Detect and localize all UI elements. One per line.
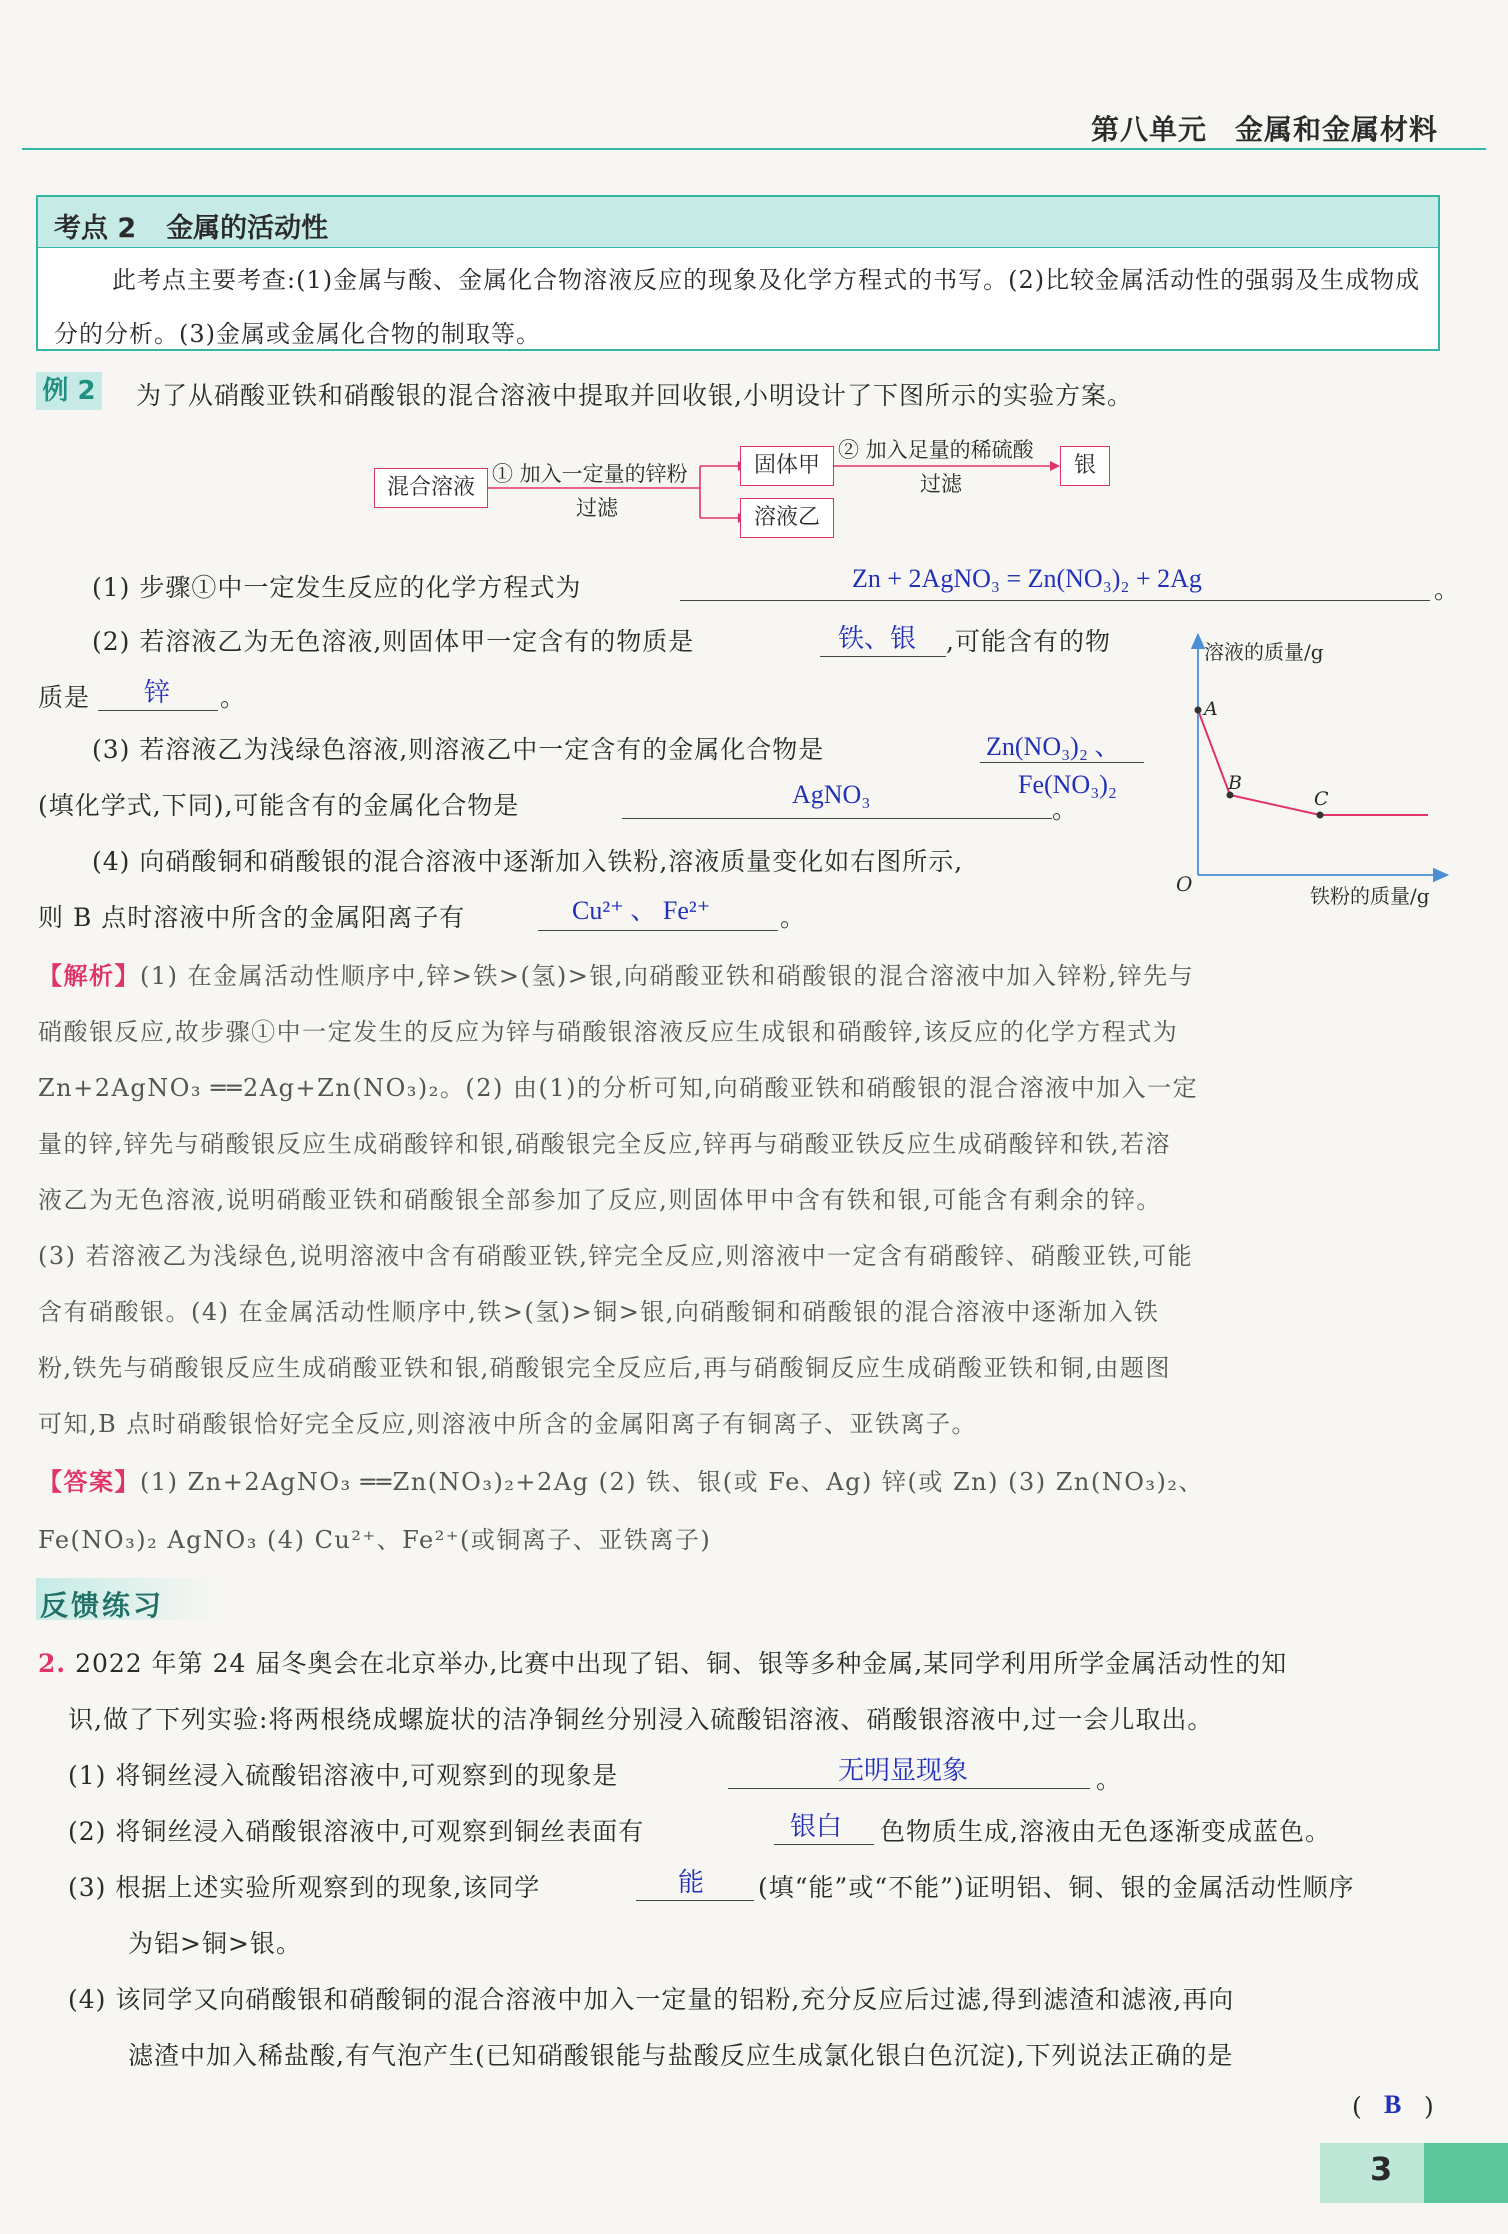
- q4-blank: [538, 930, 778, 931]
- p4-answer: B: [1384, 2090, 1402, 2119]
- q4-period: 。: [780, 903, 807, 932]
- p2-text-b: 色物质生成,溶液由无色逐渐变成蓝色。: [880, 1817, 1331, 1846]
- graph-point-a-label: A: [1204, 698, 1218, 720]
- q4-text-b: 则 B 点时溶液中所含的金属阳离子有: [38, 903, 466, 932]
- q1-answer: Zn + 2AgNO₃ = Zn(NO₃)₂ + 2Ag: [852, 564, 1202, 593]
- p1-text: (1) 将铜丝浸入硫酸铝溶液中,可观察到的现象是: [68, 1761, 619, 1790]
- header-divider: [22, 148, 1486, 150]
- answer-line-2: Fe(NO₃)₂ AgNO₃ (4) Cu²⁺、Fe²⁺(或铜离子、亚铁离子): [38, 1526, 712, 1554]
- analysis-line-1: (1) 在金属活动性顺序中,锌>铁>(氢)>银,向硝酸亚铁和硝酸银的混合溶液中加入锌粉,锌先与: [140, 962, 1195, 990]
- p4-paren-close: ): [1424, 2092, 1435, 2121]
- q1-blank: [680, 600, 1430, 601]
- kaodian-description: 此考点主要考查:(1)金属与酸、金属化合物溶液反应的现象及化学方程式的书写。(2)比较金属活动性的强弱及生成物成分的分析。(3)金属或金属化合物的制取等。: [54, 266, 1421, 348]
- q2-text-a: (2) 若溶液乙为无色溶液,则固体甲一定含有的物质是: [92, 627, 695, 656]
- graph-origin: O: [1176, 872, 1193, 896]
- practice-stem-1: 2022 年第 24 届冬奥会在北京举办,比赛中出现了铝、铜、银等多种金属,某同学利用所学金属活动性的知: [75, 1649, 1288, 1678]
- flow-box-silver: 银: [1060, 446, 1110, 486]
- q4-text-a: (4) 向硝酸铜和硝酸银的混合溶液中逐渐加入铁粉,溶液质量变化如右图所示,: [92, 847, 964, 876]
- q3-text-b: (填化学式,下同),可能含有的金属化合物是: [38, 791, 520, 820]
- q2-period: 。: [220, 683, 247, 712]
- analysis-line-9: 可知,B 点时硝酸银恰好完全反应,则溶液中所含的金属阳离子有铜离子、亚铁离子。: [38, 1410, 978, 1438]
- arrow-head: [1050, 461, 1060, 471]
- page-number-accent: [1424, 2143, 1508, 2203]
- example-stem: 为了从硝酸亚铁和硝酸银的混合溶液中提取并回收银,小明设计了下图所示的实验方案。: [136, 381, 1133, 410]
- flow-step2-filter: 过滤: [920, 472, 962, 496]
- q2-text-b: ,可能含有的物: [946, 627, 1111, 656]
- q2-blank-1: [820, 656, 946, 657]
- q1-text: (1) 步骤①中一定发生反应的化学方程式为: [92, 573, 582, 602]
- p3-text-a: (3) 根据上述实验所观察到的现象,该同学: [68, 1873, 541, 1902]
- p3-blank: [636, 1900, 754, 1901]
- flow-box-mixture: 混合溶液: [374, 468, 488, 508]
- kaodian-title: 金属的活动性: [166, 213, 329, 244]
- practice-title: 反馈练习: [40, 1589, 165, 1622]
- analysis-line-5: 液乙为无色溶液,说明硝酸亚铁和硝酸银全部参加了反应,则固体甲中含有铁和银,可能含有剩余的锌。: [38, 1186, 1162, 1214]
- q3-answer-1a: Zn(NO₃)₂ 、: [986, 732, 1121, 761]
- q2-blank-2: [98, 710, 218, 711]
- analysis-line-3: Zn+2AgNO₃ ══2Ag+Zn(NO₃)₂。(2) 由(1)的分析可知,向硝酸亚铁和硝酸银的混合溶液中加入一定: [38, 1074, 1199, 1102]
- q2-text-c: 质是: [38, 683, 91, 712]
- mass-curve: [1198, 710, 1428, 815]
- analysis-tag: 【解析】: [38, 961, 140, 990]
- q3-answer-1b: Fe(NO₃)₂: [1018, 770, 1117, 799]
- question-number: 2.: [38, 1649, 67, 1678]
- p2-blank: [774, 1844, 874, 1845]
- flow-step1-label: ① 加入一定量的锌粉: [492, 462, 688, 486]
- analysis-line-2: 硝酸银反应,故步骤①中一定发生的反应为锌与硝酸银溶液反应生成银和硝酸锌,该反应的化学方程式为: [38, 1018, 1179, 1046]
- graph-x-label: 铁粉的质量/g: [1310, 884, 1430, 908]
- flow-step1-filter: 过滤: [576, 496, 618, 520]
- graph-y-label: 溶液的质量/g: [1204, 640, 1324, 664]
- p2-text-a: (2) 将铜丝浸入硝酸银溶液中,可观察到铜丝表面有: [68, 1817, 645, 1846]
- q2-answer-2: 锌: [144, 678, 171, 707]
- analysis-line-6: (3) 若溶液乙为浅绿色,说明溶液中含有硝酸亚铁,锌完全反应,则溶液中一定含有硝酸锌、硝酸亚铁,可能: [38, 1242, 1194, 1270]
- p4-paren-open: (: [1352, 2092, 1363, 2121]
- graph-point-c-label: C: [1314, 788, 1329, 810]
- kaodian-label: 考点 2: [54, 213, 137, 244]
- q4-answer: Cu²⁺ 、 Fe²⁺: [572, 896, 711, 925]
- chapter-header: [1063, 108, 1438, 148]
- example-tag: 例 2: [36, 372, 102, 410]
- analysis-line-7: 含有硝酸银。(4) 在金属活动性顺序中,铁>(氢)>铜>银,向硝酸铜和硝酸银的混合溶液中逐渐加入铁: [38, 1298, 1160, 1326]
- practice-stem-2: 识,做了下列实验:将两根绕成螺旋状的洁净铜丝分别浸入硫酸铝溶液、硝酸银溶液中,过一会儿取出。: [68, 1705, 1214, 1734]
- analysis-line-8: 粉,铁先与硝酸银反应生成硝酸亚铁和银,硝酸银完全反应后,再与硝酸铜反应生成硝酸亚铁和铜,由题图: [38, 1354, 1172, 1382]
- answer-tag: 【答案】: [38, 1467, 140, 1496]
- p4-text-b: 滤渣中加入稀盐酸,有气泡产生(已知硝酸银能与盐酸反应生成氯化银白色沉淀),下列说法正确的是: [128, 2041, 1234, 2070]
- graph-point-b-label: B: [1228, 772, 1242, 794]
- analysis-line-4: 量的锌,锌先与硝酸银反应生成硝酸锌和银,硝酸银完全反应,锌再与硝酸亚铁反应生成硝酸锌和铁,若溶: [38, 1130, 1172, 1158]
- unit-label: 第八单元: [1090, 113, 1207, 146]
- page-number: 3: [1370, 2150, 1393, 2188]
- q2-answer-1: 铁、银: [838, 624, 917, 653]
- p3-text-c: 为铝>铜>银。: [128, 1929, 302, 1958]
- q3-text-a: (3) 若溶液乙为浅绿色溶液,则溶液乙中一定含有的金属化合物是: [92, 735, 825, 764]
- p3-answer: 能: [678, 1868, 705, 1897]
- flow-step2-label: ② 加入足量的稀硫酸: [838, 438, 1034, 462]
- p2-answer: 银白: [790, 1812, 843, 1841]
- p1-period: 。: [1096, 1765, 1123, 1794]
- q3-blank-2: [622, 818, 1052, 819]
- q3-answer-2: AgNO₃: [792, 780, 871, 809]
- q1-period: 。: [1434, 575, 1461, 604]
- p3-text-b: (填“能”或“不能”)证明铝、铜、银的金属活动性顺序: [758, 1873, 1355, 1902]
- point-c: [1317, 812, 1324, 819]
- topic-label: 金属和金属材料: [1234, 113, 1438, 146]
- kaodian-box: [36, 195, 1440, 351]
- flow-box-solid: 固体甲: [740, 446, 834, 486]
- p1-blank: [728, 1788, 1090, 1789]
- p1-answer: 无明显现象: [838, 1756, 969, 1785]
- point-a: [1195, 707, 1202, 714]
- mass-graph: [1170, 630, 1450, 900]
- p4-text-a: (4) 该同学又向硝酸银和硝酸铜的混合溶液中加入一定量的铝粉,充分反应后过滤,得到滤渣和滤液,再向: [68, 1985, 1235, 2014]
- kaodian-header: [38, 197, 1438, 248]
- q3-period: 。: [1052, 795, 1079, 824]
- answer-line-1: (1) Zn+2AgNO₃ ══Zn(NO₃)₂+2Ag (2) 铁、银(或 Fe、Ag) 锌(或 Zn) (3) Zn(NO₃)₂、: [140, 1468, 1205, 1496]
- flow-box-solution: 溶液乙: [740, 498, 834, 538]
